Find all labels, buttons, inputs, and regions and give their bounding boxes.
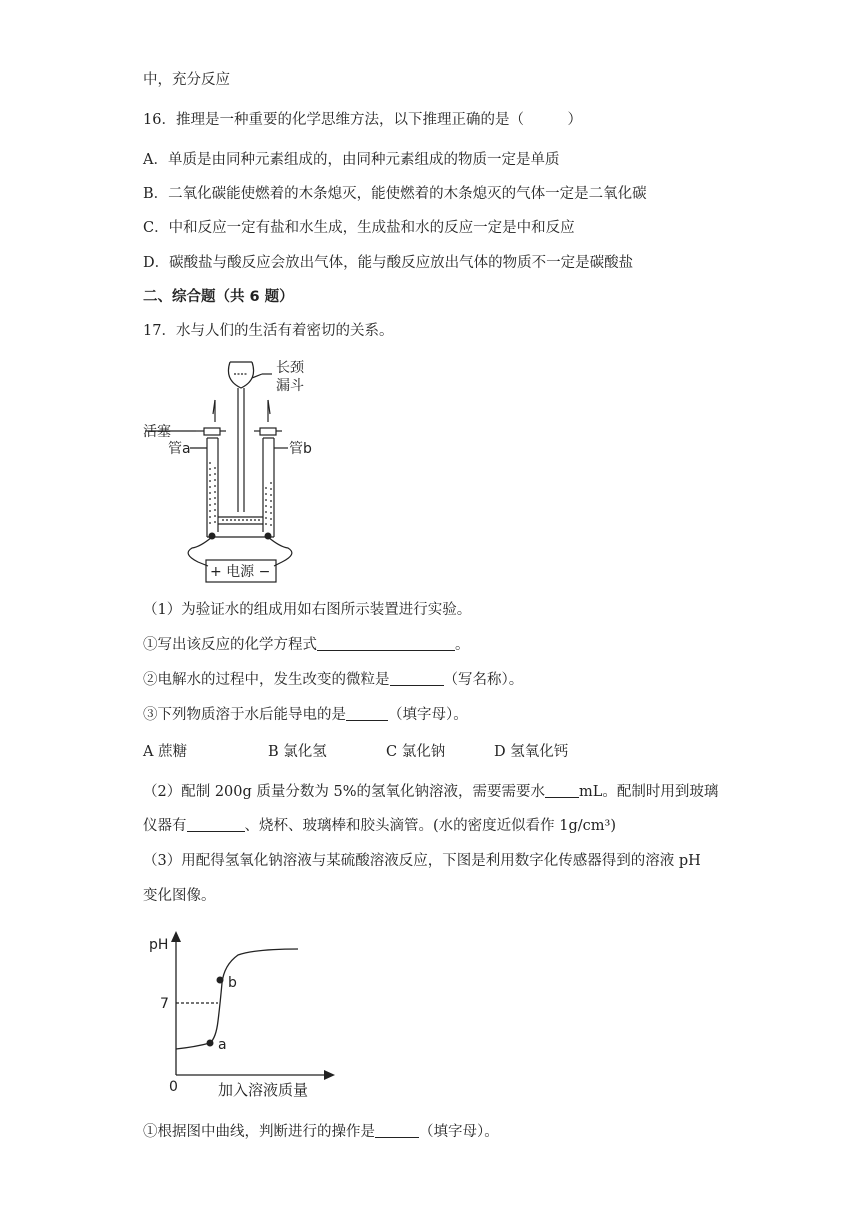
y-axis-label: pH — [149, 937, 169, 953]
point-b — [217, 977, 224, 984]
part-1-intro: （1）为验证水的组成用如右图所示装置进行实验。 — [143, 602, 472, 618]
part-2-text-2: mL。配制时用到玻璃 — [579, 784, 719, 800]
answer-blank[interactable] — [187, 816, 245, 832]
part-1-2-end: （写名称）。 — [443, 672, 524, 688]
option-c: C 氯化钠 — [386, 744, 446, 760]
part-1-3-options — [143, 742, 568, 762]
x-axis-label: 加入溶液质量 — [218, 1081, 309, 1099]
part-2-text: （2）配制 200g 质量分数为 5%的氢氧化钠溶液，需要需要水 — [143, 784, 546, 800]
part-1-1-text: ①写出该反应的化学方程式 — [143, 637, 317, 653]
option-a: A 蔗糖 — [143, 744, 188, 760]
question-16: 16．推理是一种重要的化学思维方法，以下推理正确的是（ ） — [143, 112, 582, 128]
part-1-2-text: ②电解水的过程中，发生改变的微粒是 — [143, 672, 390, 688]
part-3-line-1: （3）用配得氢氧化钠溶液与某硫酸溶液反应，下图是利用数字化传感器得到的溶液 pH — [143, 853, 701, 869]
x-axis-arrow-icon — [324, 1070, 335, 1080]
answer-blank[interactable] — [375, 1122, 419, 1138]
ph-curve — [176, 949, 298, 1049]
y-tick-label: 7 — [160, 996, 169, 1012]
electrolysis-apparatus — [140, 352, 340, 587]
answer-blank[interactable] — [545, 782, 579, 798]
y-axis-arrow-icon — [171, 931, 181, 942]
funnel-label-2: 漏斗 — [276, 378, 304, 394]
continuation-text: 中，充分反应 — [143, 72, 230, 88]
power-label: + 电源 − — [210, 564, 271, 580]
q16-option-b: B．二氧化碳能使燃着的木条熄灭，能使燃着的木条熄灭的气体一定是二氧化碳 — [143, 186, 647, 202]
stopcock-label: 活塞 — [143, 424, 171, 440]
question-17: 17．水与人们的生活有着密切的关系。 — [143, 323, 394, 339]
q16-option-c: C．中和反应一定有盐和水生成，生成盐和水的反应一定是中和反应 — [143, 220, 575, 236]
part-1-3-end: （填字母）。 — [388, 707, 468, 723]
funnel-label-1: 长颈 — [276, 360, 304, 376]
section-heading: 二、综合题（共 6 题） — [143, 289, 294, 305]
answer-blank[interactable] — [390, 670, 444, 686]
part-2-line-1 — [143, 782, 718, 802]
part-3-1 — [143, 1122, 499, 1142]
ph-chart — [140, 925, 340, 1105]
part-2-text-3: 仪器有 — [143, 818, 187, 834]
part-2-text-4: 、烧杯、玻璃棒和胶头滴管。(水的密度近似看作 1g/cm³) — [244, 818, 616, 834]
q16-option-d: D．碳酸盐与酸反应会放出气体，能与酸反应放出气体的物质不一定是碳酸盐 — [143, 255, 634, 271]
tube-a-label: 管a — [168, 441, 191, 457]
tube-b-label: 管b — [289, 441, 312, 457]
origin-label: 0 — [169, 1079, 178, 1095]
part-1-2 — [143, 670, 523, 690]
point-a-label: a — [218, 1037, 227, 1053]
part-3-1-text: ①根据图中曲线，判断进行的操作是 — [143, 1124, 375, 1140]
point-b-label: b — [228, 975, 237, 991]
part-1-3 — [143, 705, 468, 725]
option-b: B 氯化氢 — [268, 744, 327, 760]
answer-blank[interactable] — [317, 635, 455, 651]
part-2-line-2 — [143, 816, 616, 836]
option-d: D 氢氧化钙 — [494, 744, 569, 760]
part-3-1-end: （填字母）。 — [419, 1124, 499, 1140]
answer-blank[interactable] — [346, 705, 388, 721]
part-3-line-2: 变化图像。 — [143, 888, 216, 904]
part-1-3-text: ③下列物质溶于水后能导电的是 — [143, 707, 346, 723]
q16-option-a: A．单质是由同种元素组成的，由同种元素组成的物质一定是单质 — [143, 152, 560, 168]
part-1-1-end: 。 — [455, 637, 470, 653]
part-1-1 — [143, 635, 470, 655]
point-a — [207, 1040, 214, 1047]
